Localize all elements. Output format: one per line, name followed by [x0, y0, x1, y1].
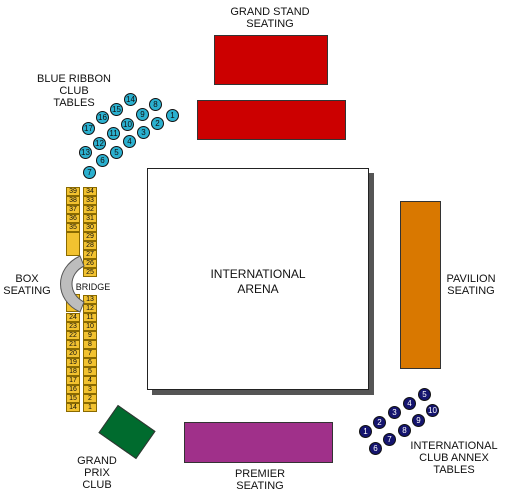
annex-table[interactable]: 8 [398, 424, 411, 437]
box-seat[interactable]: 14 [66, 403, 80, 412]
box-seat[interactable]: 10 [83, 322, 97, 331]
box-seat[interactable]: 34 [83, 187, 97, 196]
arena-label-line1: INTERNATIONAL [210, 267, 306, 281]
premier-label-line2: SEATING [236, 480, 284, 492]
blue-ribbon-table[interactable]: 15 [110, 103, 123, 116]
grand-stand-label-line1: GRAND STAND [230, 6, 310, 18]
annex-label-line2: CLUB ANNEX [419, 452, 489, 464]
blue-ribbon-table[interactable]: 11 [107, 127, 120, 140]
annex-table[interactable]: 9 [412, 414, 425, 427]
box-seat[interactable]: 33 [83, 196, 97, 205]
grand-prix-label-line3: CLUB [82, 479, 112, 491]
blue-ribbon-table[interactable]: 9 [136, 108, 149, 121]
premier-label [210, 468, 310, 492]
annex-table[interactable]: 3 [388, 406, 401, 419]
blue-ribbon-table[interactable]: 10 [121, 118, 134, 131]
grand-prix-label [72, 455, 122, 491]
blue-ribbon-label-line2: CLUB [59, 85, 89, 97]
box-seat[interactable]: 15 [66, 394, 80, 403]
box-seat[interactable]: 25 [83, 268, 97, 277]
box-seat[interactable]: 21 [66, 340, 80, 349]
box-seat[interactable]: 22 [66, 331, 80, 340]
box-seat[interactable]: 38 [66, 196, 80, 205]
blue-ribbon-table[interactable]: 5 [110, 146, 123, 159]
blue-ribbon-label [24, 73, 124, 109]
blue-ribbon-table[interactable]: 4 [123, 135, 136, 148]
box-seat[interactable]: 24 [66, 313, 80, 322]
box-seat[interactable]: 32 [83, 205, 97, 214]
blue-ribbon-table[interactable]: 2 [151, 117, 164, 130]
box-seat[interactable]: 11 [83, 313, 97, 322]
arena[interactable] [147, 168, 369, 390]
pavilion-section[interactable] [400, 201, 441, 369]
box-seating-label-line2: SEATING [3, 285, 51, 297]
box-seat[interactable]: 9 [83, 331, 97, 340]
box-seat[interactable]: 8 [83, 340, 97, 349]
box-seat[interactable]: 23 [66, 322, 80, 331]
blue-ribbon-table[interactable]: 13 [79, 146, 92, 159]
arena-label-line2: ARENA [237, 282, 279, 296]
annex-label-line3: TABLES [433, 464, 475, 476]
annex-table[interactable]: 7 [383, 433, 396, 446]
blue-ribbon-table[interactable]: 7 [83, 166, 96, 179]
blue-ribbon-table[interactable]: 6 [96, 154, 109, 167]
box-seat[interactable]: 30 [83, 223, 97, 232]
box-seat[interactable]: 2 [83, 394, 97, 403]
grand-stand-upper-section[interactable] [214, 35, 328, 85]
premier-label-line1: PREMIER [234, 468, 286, 480]
annex-label [404, 440, 504, 476]
grand-prix-label-line2: PRIX [84, 467, 110, 479]
box-seat[interactable]: 36 [66, 214, 80, 223]
box-seat[interactable]: 26 [83, 259, 97, 268]
blue-ribbon-table[interactable]: 1 [166, 109, 179, 122]
annex-table[interactable]: 5 [418, 388, 431, 401]
box-seat[interactable]: 19 [66, 358, 80, 367]
box-seat[interactable]: 13 [83, 295, 97, 304]
blue-ribbon-table[interactable]: 8 [149, 98, 162, 111]
blue-ribbon-label-line3: TABLES [53, 97, 95, 109]
box-seat[interactable]: 4 [83, 376, 97, 385]
annex-table[interactable]: 6 [369, 442, 382, 455]
annex-table[interactable]: 1 [359, 425, 372, 438]
pavilion-label [436, 273, 506, 297]
blue-ribbon-table[interactable]: 16 [96, 111, 109, 124]
blue-ribbon-table[interactable]: 12 [93, 137, 106, 150]
annex-table[interactable]: 4 [403, 397, 416, 410]
pavilion-label-line1: PAVILION [446, 273, 496, 285]
box-seat[interactable]: 6 [83, 358, 97, 367]
box-seat[interactable]: 37 [66, 205, 80, 214]
box-block-upper [66, 232, 80, 256]
blue-ribbon-label-line1: BLUE RIBBON [37, 73, 111, 85]
box-seat[interactable]: 3 [83, 385, 97, 394]
box-seat[interactable]: 20 [66, 349, 80, 358]
bridge-label: BRIDGE [75, 282, 111, 292]
box-seat[interactable]: 18 [66, 367, 80, 376]
blue-ribbon-table[interactable]: 17 [82, 122, 95, 135]
annex-label-line1: INTERNATIONAL [410, 440, 498, 452]
pavilion-label-line2: SEATING [447, 285, 495, 297]
box-seat[interactable]: 28 [83, 241, 97, 250]
box-seating-label-line1: BOX [15, 273, 39, 285]
premier-section[interactable] [184, 422, 333, 463]
grand-prix-club-section[interactable] [98, 405, 155, 459]
annex-table[interactable]: 10 [426, 404, 439, 417]
blue-ribbon-table[interactable]: 14 [124, 93, 137, 106]
box-seat[interactable]: 35 [66, 223, 80, 232]
grand-stand-label [200, 6, 340, 30]
blue-ribbon-table[interactable]: 3 [137, 126, 150, 139]
grand-stand-label-line2: SEATING [246, 18, 294, 30]
box-seat[interactable]: 5 [83, 367, 97, 376]
box-seat[interactable]: 17 [66, 376, 80, 385]
box-seat[interactable]: 39 [66, 187, 80, 196]
grand-prix-label-line1: GRAND [77, 455, 117, 467]
arena-label [148, 267, 368, 297]
box-seat[interactable]: 12 [83, 304, 97, 313]
box-seat[interactable]: 16 [66, 385, 80, 394]
annex-table[interactable]: 2 [373, 416, 386, 429]
grand-stand-lower-section[interactable] [197, 100, 346, 140]
box-seat[interactable]: 27 [83, 250, 97, 259]
box-seat[interactable]: 29 [83, 232, 97, 241]
box-seat[interactable]: 31 [83, 214, 97, 223]
box-seat[interactable]: 1 [83, 403, 97, 412]
box-seating-label [0, 273, 54, 297]
box-seat[interactable]: 7 [83, 349, 97, 358]
